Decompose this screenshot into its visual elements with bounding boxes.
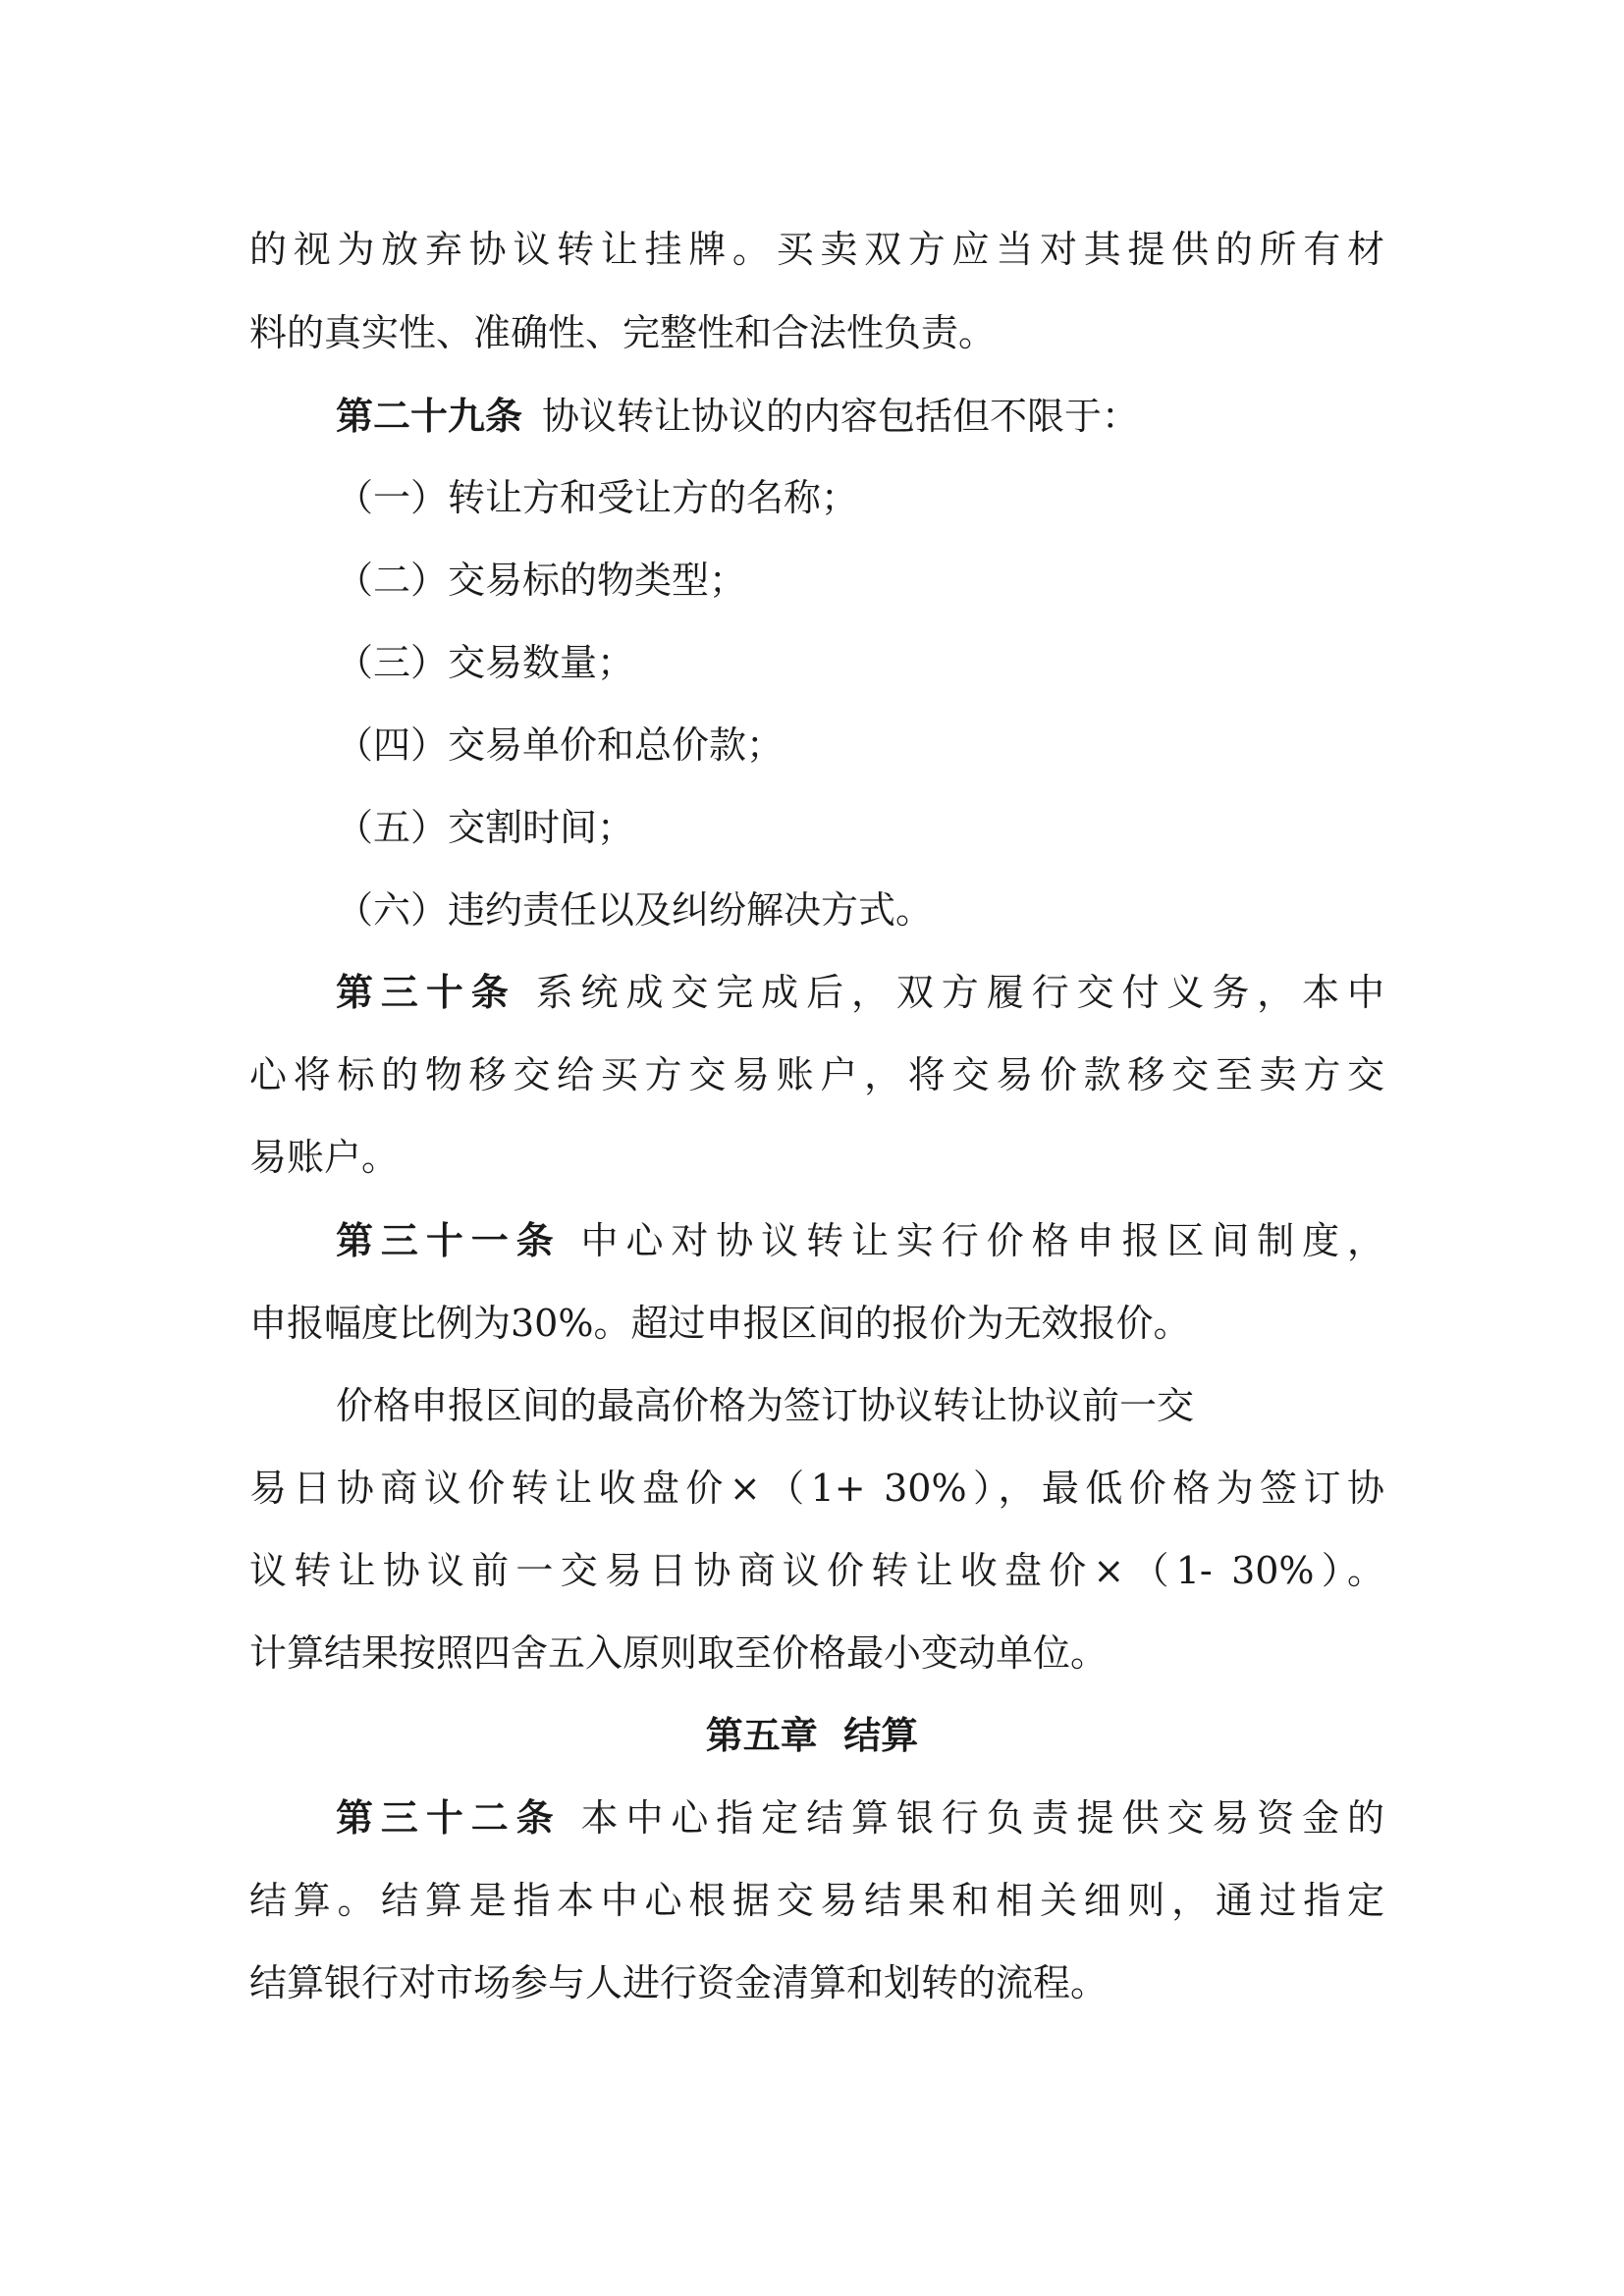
- chapter-heading: 第五章 结算: [705, 1714, 919, 1757]
- list-item: （五）交割时间；: [336, 806, 635, 849]
- body-line: 计算结果按照四舍五入原则取至价格最小变动单位。: [249, 1631, 1109, 1675]
- article-29: [336, 393, 1139, 440]
- article-text: 中心对协议转让实行价格申报区间制度，: [580, 1219, 1384, 1262]
- body-line: 结算。结算是指本中心根据交易结果和相关细则，通过指定: [249, 1879, 1384, 1922]
- article-label: 第三十二条: [336, 1796, 562, 1840]
- article-text: 本中心指定结算银行负责提供交易资金的: [580, 1796, 1384, 1840]
- article-label: 第三十条: [336, 971, 516, 1014]
- body-line: 料的真实性、准确性、完整性和合法性负责。: [249, 311, 997, 354]
- body-line: 价格申报区间的最高价格为签订协议转让协议前一交: [336, 1384, 1195, 1427]
- article-text: 系统成交完成后，双方履行交付义务，本中: [535, 971, 1384, 1014]
- list-item: （三）交易数量；: [336, 641, 635, 684]
- article-30: [336, 969, 1384, 1016]
- body-line: 的视为放弃协议转让挂牌。买卖双方应当对其提供的所有材: [249, 228, 1384, 271]
- body-line: 心将标的物移交给买方交易账户，将交易价款移交至卖方交: [249, 1053, 1384, 1096]
- article-32: [336, 1794, 1384, 1842]
- body-line: 易账户。: [249, 1136, 400, 1179]
- body-line: 议转让协议前一交易日协商议价转让收盘价×（1- 30%）。: [249, 1549, 1384, 1592]
- article-31: [336, 1217, 1384, 1264]
- article-label: 第三十一条: [336, 1219, 562, 1262]
- list-item: （一）转让方和受让方的名称；: [336, 476, 859, 519]
- body-line: 结算银行对市场参与人进行资金清算和划转的流程。: [249, 1961, 1109, 2004]
- article-text: 协议转让协议的内容包括但不限于：: [542, 395, 1140, 438]
- list-item: （六）违约责任以及纠纷解决方式。: [336, 888, 934, 932]
- body-line: 申报幅度比例为30%。超过申报区间的报价为无效报价。: [249, 1302, 1191, 1345]
- article-label: 第二十九条: [336, 395, 523, 438]
- body-line: 易日协商议价转让收盘价×（1+ 30%），最低价格为签订协: [249, 1467, 1384, 1510]
- list-item: （四）交易单价和总价款；: [336, 723, 785, 767]
- list-item: （二）交易标的物类型；: [336, 559, 747, 602]
